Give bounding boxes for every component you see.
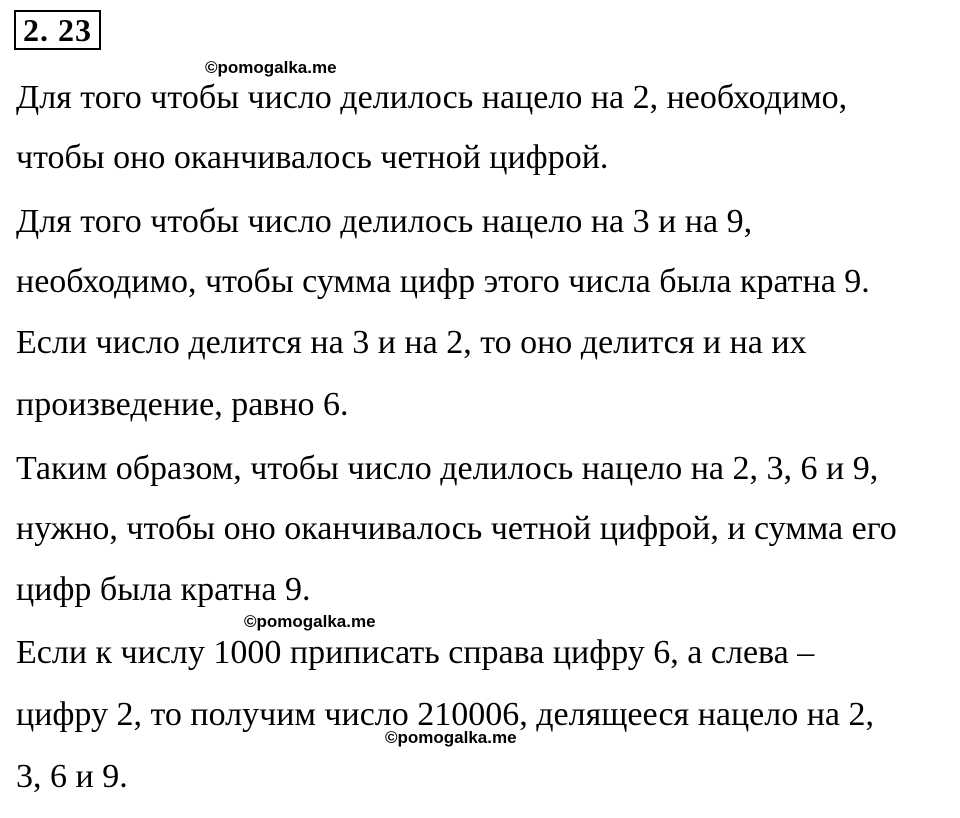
watermark: ©pomogalka.me [205, 58, 337, 77]
text-line: произведение, равно 6. [16, 386, 349, 423]
text-line: чтобы оно оканчивалось четной цифрой. [16, 139, 609, 176]
text-line: необходимо, чтобы сумма цифр этого числа была кратна 9. [16, 263, 870, 300]
text-line: цифр была кратна 9. [16, 571, 311, 608]
text-line: 3, 6 и 9. [16, 758, 128, 795]
text-line: цифру 2, то получим число 210006, делящееся нацело на 2, [16, 696, 875, 733]
problem-number: 2. 23 [14, 10, 101, 50]
text-line: Если число делится на 3 и на 2, то оно делится и на их [16, 324, 807, 361]
watermark: ©pomogalka.me [385, 728, 517, 747]
text-line: нужно, чтобы оно оканчивалось четной цифрой, и сумма его [16, 510, 897, 547]
text-line: Если к числу 1000 приписать справа цифру 6, а слева – [16, 634, 815, 671]
text-line: Для того чтобы число делилось нацело на 3 и на 9, [16, 203, 753, 240]
watermark: ©pomogalka.me [244, 612, 376, 631]
text-line: Для того чтобы число делилось нацело на 2, необходимо, [16, 79, 848, 116]
text-line: Таким образом, чтобы число делилось нацело на 2, 3, 6 и 9, [16, 450, 879, 487]
